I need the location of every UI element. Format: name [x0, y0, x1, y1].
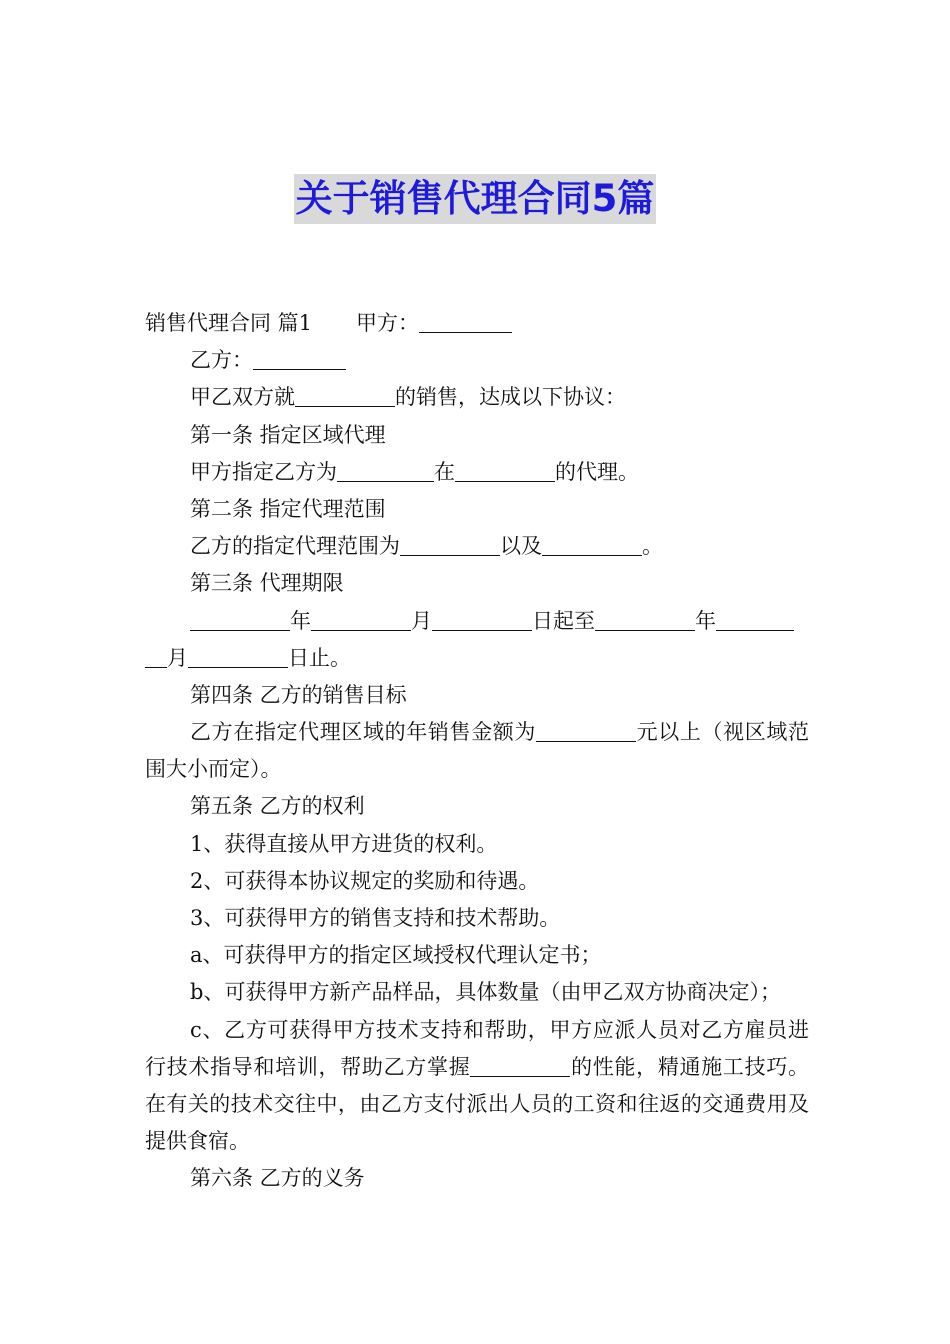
article-5-item-1: 1、获得直接从甲方进货的权利。 [190, 831, 498, 856]
article-1-text [145, 454, 809, 491]
end-day-blank [188, 645, 288, 668]
article-2-title: 第二条 指定代理范围 [190, 496, 386, 521]
article-4-title: 第四条 乙方的销售目标 [190, 682, 407, 707]
party-a-blank [419, 310, 512, 333]
article-1-text-c: 的代理。 [555, 459, 639, 484]
article-2-text-c: 。 [642, 534, 663, 559]
sales-amount-blank [536, 719, 636, 742]
article-2-blank-2 [542, 533, 642, 556]
article-5-title: 第五条 乙方的权利 [190, 794, 365, 819]
party-b-line [145, 342, 809, 379]
day-label-2: 日止。 [288, 645, 351, 670]
article-5-item-2: 2、可获得本协议规定的奖励和待遇。 [190, 868, 540, 893]
party-a-label: 甲方： [356, 311, 420, 335]
intro-text-after: 的销售，达成以下协议： [395, 385, 626, 410]
article-1-blank-2 [455, 459, 555, 482]
year-label-2: 年 [695, 608, 716, 633]
day-label-1: 日起至 [532, 608, 595, 633]
article-5-item-c-text-b: 的性能，精通施工技巧。在有关的技术交往中，由乙方支付派出人员的工资和往返的交通费用及提供食宿。 [145, 1054, 810, 1154]
article-2-blank-1 [400, 533, 500, 556]
article-4-text-a: 乙方在指定代理区域的年销售金额为 [190, 720, 536, 745]
article-2-text-a: 乙方的指定代理范围为 [190, 534, 400, 559]
article-5-item-b: b、可获得甲方新产品样品，具体数量（由甲乙双方协商决定）； [190, 980, 781, 1005]
start-month-blank [311, 608, 411, 631]
contract-body [145, 305, 809, 1198]
article-1-text-a: 甲方指定乙方为 [190, 459, 337, 484]
article-6-title: 第六条 乙方的义务 [190, 1166, 365, 1191]
end-year-blank [595, 608, 695, 631]
article-1-title: 第一条 指定区域代理 [190, 422, 386, 447]
article-3-date-line-1 [145, 603, 809, 640]
start-day-blank [432, 608, 532, 631]
contract-heading: 销售代理合同 篇1 [145, 311, 313, 335]
article-5-item-3: 3、可获得甲方的销售支持和技术帮助。 [190, 906, 561, 931]
article-2-text [145, 528, 809, 565]
article-2-text-b: 以及 [500, 534, 542, 559]
start-year-blank [190, 608, 290, 631]
month-label-2: 月 [167, 645, 188, 670]
document-title: 关于销售代理合同5篇 [294, 174, 657, 224]
heading-line [145, 305, 809, 342]
intro-text-before: 甲乙双方就 [190, 385, 295, 410]
end-month-blank-part-2 [145, 645, 167, 668]
article-3-date-line-2 [145, 640, 809, 677]
article-4-text [145, 714, 809, 788]
title-container [0, 174, 950, 224]
product-performance-blank [470, 1054, 570, 1077]
article-1-text-b: 在 [434, 459, 455, 484]
party-b-label: 乙方： [190, 348, 253, 373]
party-b-blank [253, 347, 346, 370]
article-5-item-c [145, 1012, 809, 1161]
article-4-text-b: 元以上（视区域范围大小而定）。 [145, 720, 809, 782]
product-blank [295, 384, 395, 407]
article-5-item-c-text-a: c、乙方可获得甲方技术支持和帮助，甲方应派人员对乙方雇员进行技术指导和培训，帮助乙方掌握 [145, 1017, 809, 1079]
year-label-1: 年 [290, 608, 311, 633]
article-3-title: 第三条 代理期限 [190, 571, 344, 596]
article-1-blank-1 [337, 459, 434, 482]
intro-line [145, 379, 809, 416]
month-label-1: 月 [411, 608, 432, 633]
article-5-item-a: a、可获得甲方的指定区域授权代理认定书； [190, 943, 602, 968]
end-month-blank-part-1 [716, 608, 794, 631]
